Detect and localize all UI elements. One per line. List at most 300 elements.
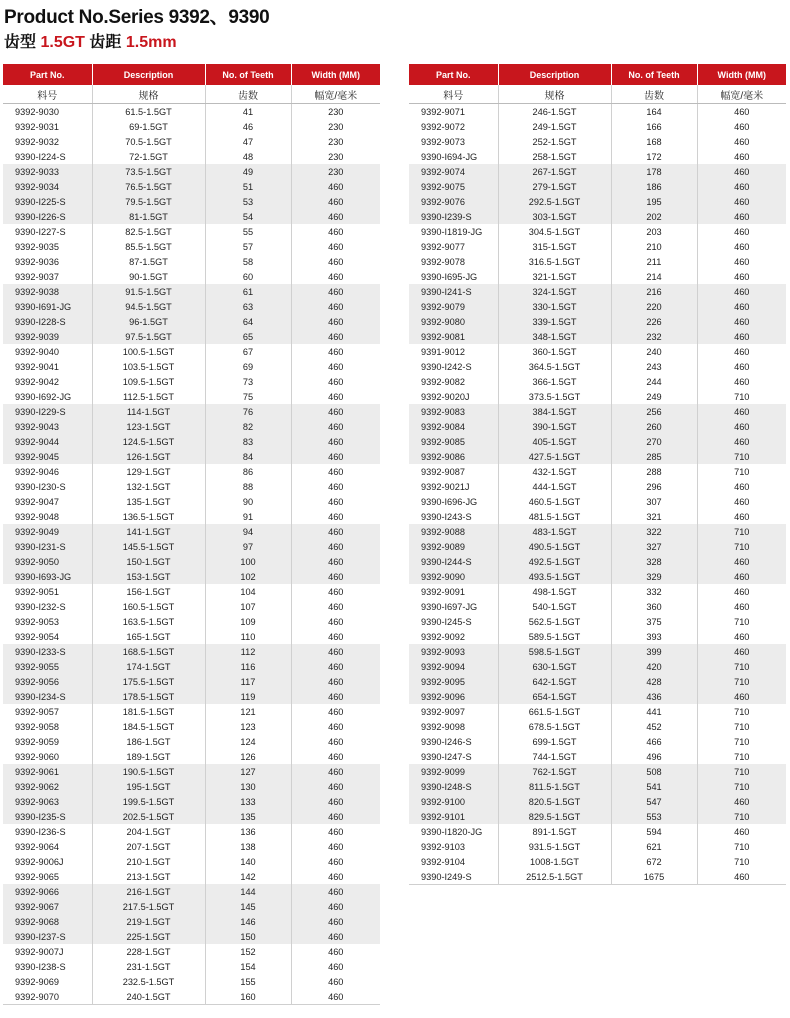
width-cell: 460 [734, 496, 750, 507]
description-cell: 61.5-1.5GT [92, 104, 205, 120]
teeth-cell: 65 [205, 329, 291, 344]
table-row [409, 299, 786, 314]
description-cell: 141-1.5GT [92, 524, 205, 539]
part-no-cell: 9392-9057 [3, 704, 92, 719]
part-no-cell: 9392-9064 [3, 839, 92, 854]
teeth-cell: 94 [205, 524, 291, 539]
part-no-cell: 9392-9071 [409, 104, 498, 120]
teeth-cell: 428 [611, 674, 697, 689]
description-cell: 70.5-1.5GT [92, 134, 205, 149]
table-row [409, 479, 786, 494]
width-cell: 460 [291, 194, 380, 209]
table-row [3, 839, 380, 854]
table-row [3, 359, 380, 374]
description-cell: 829.5-1.5GT [498, 809, 611, 824]
part-no-cell: 9390-I243-S [409, 509, 498, 524]
teeth-cell: 82 [205, 419, 291, 434]
width-cell: 710 [697, 764, 786, 779]
part-no-cell: 9392-9090 [409, 569, 498, 584]
teeth-cell: 321 [611, 509, 697, 524]
part-no-cell: 9392-9094 [409, 659, 498, 674]
table-row [409, 329, 786, 344]
description-cell: 364.5-1.5GT [498, 359, 611, 374]
width-cell: 460 [697, 644, 786, 659]
teeth-cell: 54 [205, 209, 291, 224]
tooth-type-value: 1.5GT [40, 34, 85, 51]
teeth-cell: 329 [611, 569, 697, 584]
teeth-cell: 328 [611, 554, 697, 569]
width-cell: 460 [328, 271, 344, 282]
width-cell: 460 [328, 631, 344, 642]
part-no-cell: 9392-9079 [409, 299, 498, 314]
teeth-cell: 166 [611, 119, 697, 134]
width-cell: 230 [291, 164, 380, 179]
part-no-cell: 9392-9063 [3, 794, 92, 809]
width-cell: 460 [328, 976, 344, 987]
description-cell: 642-1.5GT [498, 674, 611, 689]
teeth-cell: 112 [205, 644, 291, 659]
part-no-cell: 9390-I692-JG [3, 389, 92, 404]
part-no-cell: 9392-9030 [3, 104, 92, 120]
description-cell: 202.5-1.5GT [92, 809, 205, 824]
pitch-value: 1.5mm [125, 34, 177, 51]
description-cell: 114-1.5GT [92, 404, 205, 419]
width-cell: 460 [328, 751, 344, 762]
description-cell: 94.5-1.5GT [92, 299, 205, 314]
teeth-cell: 75 [205, 389, 291, 404]
teeth-cell: 73 [205, 374, 291, 389]
description-cell: 249-1.5GT [498, 119, 611, 134]
description-cell: 213-1.5GT [92, 869, 205, 884]
description-cell: 258-1.5GT [498, 149, 611, 164]
table-row [409, 344, 786, 359]
teeth-cell: 508 [611, 764, 697, 779]
teeth-cell: 57 [205, 239, 291, 254]
width-cell: 460 [328, 226, 344, 237]
table-row [3, 239, 380, 254]
width-cell: 460 [734, 481, 750, 492]
table-row [3, 809, 380, 824]
width-cell: 460 [291, 779, 380, 794]
description-cell: 366-1.5GT [498, 374, 611, 389]
description-cell: 252-1.5GT [498, 134, 611, 149]
table-row [3, 794, 380, 809]
table-row [409, 644, 786, 659]
teeth-cell: 541 [611, 779, 697, 794]
part-no-cell: 9392-9065 [3, 869, 92, 884]
table-row [409, 269, 786, 284]
part-no-cell: 9390-I235-S [3, 809, 92, 824]
teeth-cell: 119 [205, 689, 291, 704]
width-cell: 460 [734, 136, 750, 147]
description-cell: 820.5-1.5GT [498, 794, 611, 809]
width-cell: 460 [291, 449, 380, 464]
width-cell: 710 [697, 539, 786, 554]
part-no-cell: 9392-9104 [409, 854, 498, 869]
table-row [3, 989, 380, 1005]
teeth-cell: 97 [205, 539, 291, 554]
table-row [409, 314, 786, 329]
table-row [409, 584, 786, 599]
part-no-cell: 9392-9086 [409, 449, 498, 464]
table-row [3, 179, 380, 194]
width-cell: 710 [734, 466, 750, 477]
table-row [409, 179, 786, 194]
part-no-cell: 9392-9007J [3, 944, 92, 959]
part-no-cell: 9392-9078 [409, 254, 498, 269]
teeth-cell: 322 [611, 524, 697, 539]
width-cell: 460 [291, 689, 380, 704]
part-no-cell: 9392-9093 [409, 644, 498, 659]
description-cell: 72-1.5GT [92, 149, 205, 164]
description-cell: 460.5-1.5GT [498, 494, 611, 509]
table-row [3, 149, 380, 164]
part-no-cell: 9390-I234-S [3, 689, 92, 704]
part-no-cell: 9392-9047 [3, 494, 92, 509]
teeth-cell: 135 [205, 809, 291, 824]
width-cell: 460 [291, 539, 380, 554]
table-row [3, 344, 380, 359]
table-row [3, 524, 380, 539]
teeth-cell: 55 [205, 224, 291, 239]
col-subheader-width: 幅宽/毫米 [697, 85, 786, 104]
part-no-cell: 9392-9036 [3, 254, 92, 269]
part-no-cell: 9392-9085 [409, 434, 498, 449]
teeth-cell: 496 [611, 749, 697, 764]
teeth-cell: 121 [205, 704, 291, 719]
description-cell: 112.5-1.5GT [92, 389, 205, 404]
description-cell: 174-1.5GT [92, 659, 205, 674]
part-no-cell: 9390-I239-S [409, 209, 498, 224]
teeth-cell: 84 [205, 449, 291, 464]
table-row [409, 464, 786, 479]
description-cell: 195-1.5GT [92, 779, 205, 794]
width-cell: 460 [291, 794, 380, 809]
teeth-cell: 53 [205, 194, 291, 209]
teeth-cell: 296 [611, 479, 697, 494]
col-subheader-description: 规格 [92, 85, 205, 104]
width-cell: 460 [291, 419, 380, 434]
description-cell: 165-1.5GT [92, 629, 205, 644]
teeth-cell: 399 [611, 644, 697, 659]
description-cell: 129-1.5GT [92, 464, 205, 479]
teeth-cell: 145 [205, 899, 291, 914]
teeth-cell: 307 [611, 494, 697, 509]
table-row [3, 704, 380, 719]
part-no-cell: 9392-9073 [409, 134, 498, 149]
width-cell: 460 [328, 616, 344, 627]
teeth-cell: 123 [205, 719, 291, 734]
table-row [3, 569, 380, 584]
description-cell: 186-1.5GT [92, 734, 205, 749]
width-cell: 460 [328, 466, 344, 477]
width-cell: 460 [328, 706, 344, 717]
part-no-cell: 9392-9054 [3, 629, 92, 644]
table-row [3, 299, 380, 314]
description-cell: 267-1.5GT [498, 164, 611, 179]
teeth-cell: 60 [205, 269, 291, 284]
width-cell: 710 [697, 779, 786, 794]
width-cell: 460 [734, 376, 750, 387]
width-cell: 460 [328, 856, 344, 867]
width-cell: 230 [328, 151, 344, 162]
table-row [409, 194, 786, 209]
teeth-cell: 332 [611, 584, 697, 599]
width-cell: 460 [697, 194, 786, 209]
table-row [3, 674, 380, 689]
table-subheader-row [409, 85, 786, 104]
teeth-cell: 178 [611, 164, 697, 179]
width-cell: 710 [697, 449, 786, 464]
description-cell: 91.5-1.5GT [92, 284, 205, 299]
teeth-cell: 41 [205, 104, 291, 120]
description-cell: 231-1.5GT [92, 959, 205, 974]
table-row [3, 194, 380, 209]
description-cell: 427.5-1.5GT [498, 449, 611, 464]
table-row [3, 479, 380, 494]
teeth-cell: 256 [611, 404, 697, 419]
description-cell: 744-1.5GT [498, 749, 611, 764]
table-row [3, 599, 380, 614]
table-row [3, 494, 380, 509]
table-row [409, 149, 786, 164]
table-subheader-row [3, 85, 380, 104]
width-cell: 460 [291, 209, 380, 224]
table-row [3, 734, 380, 749]
width-cell: 460 [291, 179, 380, 194]
description-cell: 360-1.5GT [498, 344, 611, 359]
teeth-cell: 160 [205, 989, 291, 1005]
description-cell: 811.5-1.5GT [498, 779, 611, 794]
description-cell: 81-1.5GT [92, 209, 205, 224]
teeth-cell: 375 [611, 614, 697, 629]
table-row [409, 599, 786, 614]
teeth-cell: 168 [611, 134, 697, 149]
description-cell: 678.5-1.5GT [498, 719, 611, 734]
description-cell: 96-1.5GT [92, 314, 205, 329]
width-cell: 460 [328, 871, 344, 882]
part-no-cell: 9392-9053 [3, 614, 92, 629]
teeth-cell: 83 [205, 434, 291, 449]
teeth-cell: 452 [611, 719, 697, 734]
teeth-cell: 109 [205, 614, 291, 629]
width-cell: 460 [697, 314, 786, 329]
part-no-cell: 9390-I231-S [3, 539, 92, 554]
teeth-cell: 195 [611, 194, 697, 209]
teeth-cell: 441 [611, 704, 697, 719]
table-row [3, 584, 380, 599]
description-cell: 315-1.5GT [498, 239, 611, 254]
table-row [3, 389, 380, 404]
table-row [409, 284, 786, 299]
table-row [3, 659, 380, 674]
width-cell: 460 [328, 736, 344, 747]
width-cell: 460 [291, 569, 380, 584]
table-row [3, 434, 380, 449]
teeth-cell: 69 [205, 359, 291, 374]
col-header-teeth: No. of Teeth [205, 64, 291, 85]
teeth-cell: 203 [611, 224, 697, 239]
table-header-row [409, 64, 786, 85]
part-no-cell: 9392-9035 [3, 239, 92, 254]
table-row [3, 929, 380, 944]
table-row [409, 434, 786, 449]
teeth-cell: 46 [205, 119, 291, 134]
teeth-cell: 136 [205, 824, 291, 839]
description-cell: 316.5-1.5GT [498, 254, 611, 269]
teeth-cell: 144 [205, 884, 291, 899]
description-cell: 103.5-1.5GT [92, 359, 205, 374]
part-no-cell: 9392-9075 [409, 179, 498, 194]
teeth-cell: 150 [205, 929, 291, 944]
teeth-cell: 360 [611, 599, 697, 614]
teeth-cell: 58 [205, 254, 291, 269]
part-no-cell: 9392-9041 [3, 359, 92, 374]
teeth-cell: 466 [611, 734, 697, 749]
description-cell: 90-1.5GT [92, 269, 205, 284]
teeth-cell: 102 [205, 569, 291, 584]
width-cell: 460 [328, 601, 344, 612]
table-row [409, 254, 786, 269]
part-no-cell: 9392-9092 [409, 629, 498, 644]
description-cell: 207-1.5GT [92, 839, 205, 854]
width-cell: 460 [328, 511, 344, 522]
teeth-cell: 553 [611, 809, 697, 824]
width-cell: 460 [328, 361, 344, 372]
width-cell: 460 [291, 809, 380, 824]
width-cell: 460 [328, 496, 344, 507]
part-no-cell: 9390-I246-S [409, 734, 498, 749]
description-cell: 219-1.5GT [92, 914, 205, 929]
part-no-cell: 9390-I226-S [3, 209, 92, 224]
table-row [3, 269, 380, 284]
width-cell: 230 [328, 121, 344, 132]
part-no-cell: 9390-I249-S [409, 869, 498, 885]
part-no-cell: 9392-9056 [3, 674, 92, 689]
table-row [409, 119, 786, 134]
col-subheader-teeth: 齿数 [611, 85, 697, 104]
page-title: Product No.Series 9392、9390 [4, 7, 270, 28]
description-cell: 228-1.5GT [92, 944, 205, 959]
teeth-cell: 116 [205, 659, 291, 674]
description-cell: 136.5-1.5GT [92, 509, 205, 524]
description-cell: 699-1.5GT [498, 734, 611, 749]
part-no-cell: 9392-9040 [3, 344, 92, 359]
description-cell: 493.5-1.5GT [498, 569, 611, 584]
teeth-cell: 88 [205, 479, 291, 494]
table-row [3, 854, 380, 869]
width-cell: 460 [291, 914, 380, 929]
part-no-cell: 9392-9038 [3, 284, 92, 299]
width-cell: 460 [291, 329, 380, 344]
part-no-cell: 9392-9091 [409, 584, 498, 599]
teeth-cell: 152 [205, 944, 291, 959]
table-row [409, 794, 786, 809]
table-row [409, 614, 786, 629]
description-cell: 304.5-1.5GT [498, 224, 611, 239]
teeth-cell: 142 [205, 869, 291, 884]
teeth-cell: 164 [611, 104, 697, 120]
table-row [409, 719, 786, 734]
description-cell: 931.5-1.5GT [498, 839, 611, 854]
part-no-cell: 9390-I229-S [3, 404, 92, 419]
description-cell: 199.5-1.5GT [92, 794, 205, 809]
width-cell: 460 [291, 404, 380, 419]
part-no-cell: 9392-9095 [409, 674, 498, 689]
table-row [3, 224, 380, 239]
table-row [409, 659, 786, 674]
teeth-cell: 216 [611, 284, 697, 299]
teeth-cell: 51 [205, 179, 291, 194]
table-row [3, 374, 380, 389]
width-cell: 710 [734, 841, 750, 852]
part-no-cell: 9390-I230-S [3, 479, 92, 494]
description-cell: 163.5-1.5GT [92, 614, 205, 629]
description-cell: 184.5-1.5GT [92, 719, 205, 734]
width-cell: 460 [291, 434, 380, 449]
part-no-cell: 9390-I1819-JG [409, 224, 498, 239]
teeth-cell: 49 [205, 164, 291, 179]
part-no-cell: 9390-I244-S [409, 554, 498, 569]
part-no-cell: 9392-9037 [3, 269, 92, 284]
part-no-cell: 9390-I236-S [3, 824, 92, 839]
description-cell: 444-1.5GT [498, 479, 611, 494]
teeth-cell: 133 [205, 794, 291, 809]
teeth-cell: 172 [611, 149, 697, 164]
part-no-cell: 9390-I247-S [409, 749, 498, 764]
col-header-width: Width (MM) [697, 64, 786, 85]
col-subheader-description: 规格 [498, 85, 611, 104]
part-no-cell: 9392-9032 [3, 134, 92, 149]
description-cell: 153-1.5GT [92, 569, 205, 584]
table-row [3, 689, 380, 704]
description-cell: 390-1.5GT [498, 419, 611, 434]
teeth-cell: 594 [611, 824, 697, 839]
part-no-cell: 9392-9033 [3, 164, 92, 179]
teeth-cell: 127 [205, 764, 291, 779]
table-row [3, 134, 380, 149]
table-row [3, 404, 380, 419]
table-row [409, 374, 786, 389]
width-cell: 460 [734, 346, 750, 357]
table-row [3, 464, 380, 479]
description-cell: 135-1.5GT [92, 494, 205, 509]
description-cell: 339-1.5GT [498, 314, 611, 329]
description-cell: 156-1.5GT [92, 584, 205, 599]
width-cell: 460 [734, 511, 750, 522]
table-row [409, 809, 786, 824]
tooth-type-label: 齿型 [4, 34, 37, 51]
table-row [409, 734, 786, 749]
teeth-cell: 249 [611, 389, 697, 404]
teeth-cell: 244 [611, 374, 697, 389]
part-no-cell: 9390-I248-S [409, 779, 498, 794]
teeth-cell: 226 [611, 314, 697, 329]
width-cell: 460 [291, 644, 380, 659]
table-row [409, 494, 786, 509]
width-cell: 460 [697, 689, 786, 704]
part-no-cell: 9392-9042 [3, 374, 92, 389]
part-no-cell: 9392-9103 [409, 839, 498, 854]
table-row [3, 914, 380, 929]
part-no-cell: 9392-9021J [409, 479, 498, 494]
table-row [409, 569, 786, 584]
width-cell: 460 [291, 314, 380, 329]
col-header-description: Description [92, 64, 205, 85]
parts-table-left-body [3, 104, 380, 1005]
col-subheader-width: 幅宽/毫米 [291, 85, 380, 104]
teeth-cell: 260 [611, 419, 697, 434]
